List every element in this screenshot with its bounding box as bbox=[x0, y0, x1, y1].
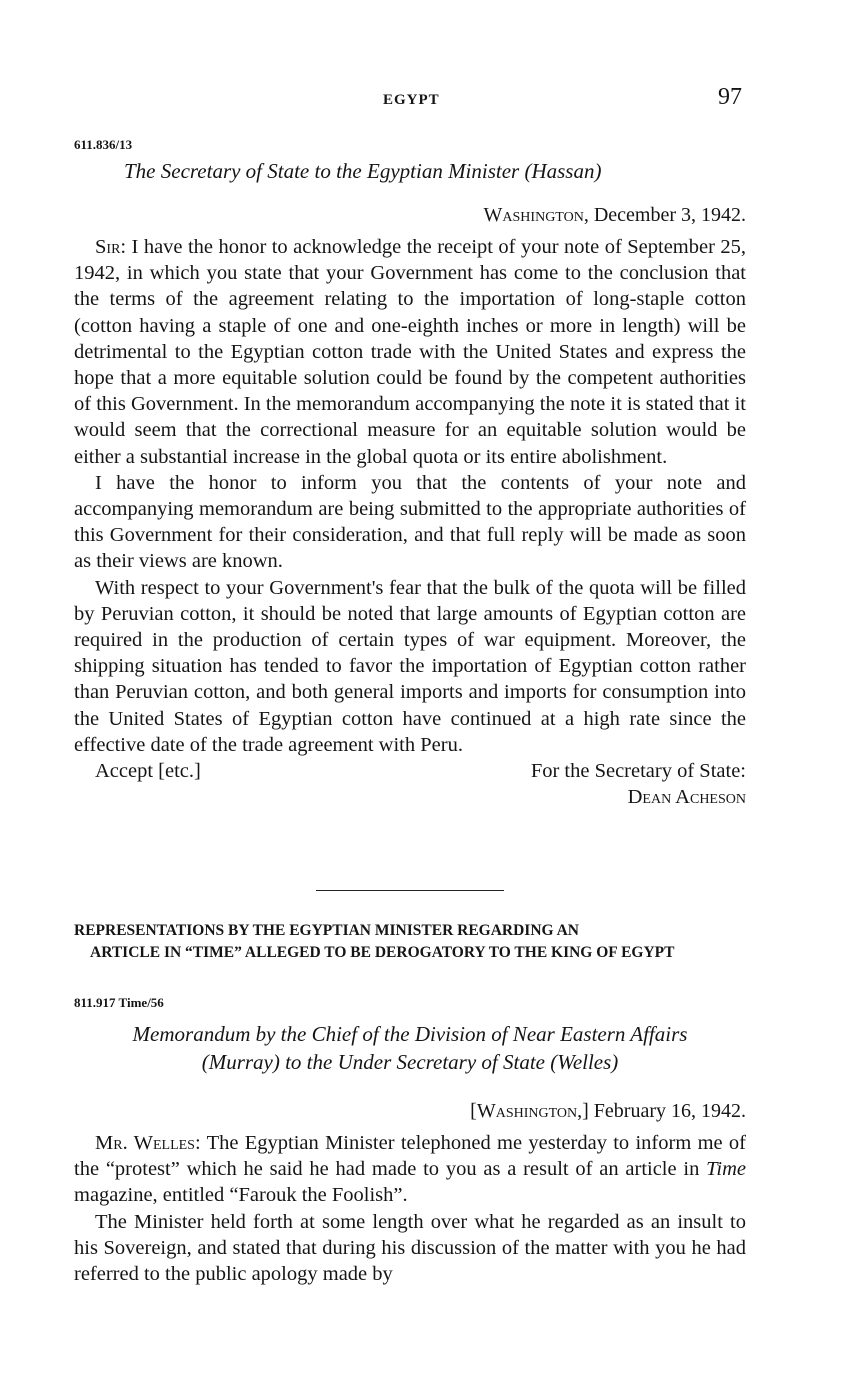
closing: Accept [etc.] bbox=[95, 760, 201, 783]
paragraph: Mr. Welles: The Egyptian Minister telephoned me yesterday to inform me of the “protest” which he said he had made to you as a result of an article in Time magazine, entitled “Farouk the Foolish”. bbox=[74, 1132, 746, 1207]
paragraph: With respect to your Government's fear that the bulk of the quota will be filled by Peruvian cotton, it should be noted that large amounts of Egyptian cotton are required in the production of certain types of war equipment. Moreover, the shipping situation has tended to favor the importation of Egyptian cotton rather than Peruvian cotton, and both general imports and imports for consumption into the United States of Egyptian cotton have continued at a high rate since the effective date of the trade agreement with Peru. bbox=[74, 576, 746, 756]
section-heading: REPRESENTATIONS BY THE EGYPTIAN MINISTER REGARDING AN ARTICLE IN “TIME” ALLEGED TO BE DEROGATORY TO THE KING OF EGYPT bbox=[74, 922, 675, 961]
paragraph: I have the honor to inform you that the contents of your note and accompanying memorandum are being submitted to the appropriate authorities of this Government for their consideration, and that full reply will be made as soon as their views are known. bbox=[74, 471, 746, 573]
signature-name: Dean Acheson bbox=[627, 786, 746, 809]
document-title: The Secretary of State to the Egyptian Minister (Hassan) bbox=[124, 159, 602, 183]
memo-dateline: [Washington,] February 16, 1942. bbox=[470, 1100, 746, 1122]
salutation: Sir bbox=[95, 236, 121, 258]
memo-body bbox=[74, 1130, 746, 1287]
dateline bbox=[484, 204, 746, 227]
letter-body bbox=[74, 234, 746, 810]
magazine-name: Time bbox=[706, 1158, 746, 1181]
salutation: Mr. Welles bbox=[95, 1132, 195, 1154]
dateline-place: Washington, bbox=[483, 204, 589, 226]
closing-row bbox=[74, 758, 746, 784]
memo-title: Memorandum by the Chief of the Division of Near Eastern Affairs (Murray) to the Under Secretary of State (Welles) bbox=[132, 1022, 688, 1074]
file-reference: 611.836/13 bbox=[74, 137, 133, 152]
signature-for: For the Secretary of State: bbox=[530, 760, 746, 783]
file-reference: 811.917 Time/56 bbox=[74, 995, 164, 1010]
paragraph: Sir: I have the honor to acknowledge the receipt of your note of September 25, 1942, in which you state that your Government has come to the conclusion that the terms of the agreement relating to the importation of long-staple cotton (cotton having a staple of one and one-eighth inches or more in length) will be detrimental to the Egyptian cotton trade with the United States and express the hope that a more equitable solution could be found by the competent authorities of this Government. In the memorandum accompanying the note it is stated that it would seem that the correctional measure for an equitable solution would be either a substantial increase in the global quota or its entire abolishment. bbox=[74, 236, 746, 468]
paragraph: The Minister held forth at some length over what he regarded as an insult to his Sovereign, and stated that during his discussion of the matter with you he had referred to the public apology made by bbox=[74, 1210, 746, 1286]
running-title: EGYPT bbox=[383, 92, 440, 108]
section-divider bbox=[316, 890, 504, 891]
page-number: 97 bbox=[718, 84, 742, 110]
dateline-date: December 3, 1942. bbox=[588, 204, 746, 226]
